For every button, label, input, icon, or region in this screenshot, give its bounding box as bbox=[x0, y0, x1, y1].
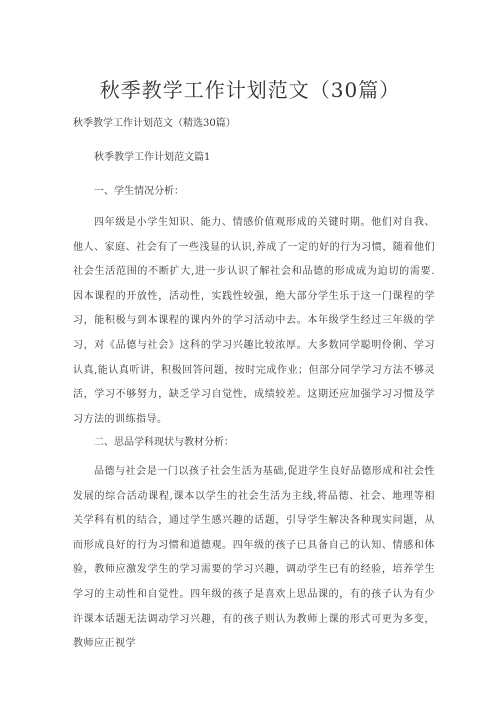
paragraph-student-analysis: 四年级是小学生知识、能力、情感价值观形成的关键时期。他们对自我、他人、家庭、社会有了一些浅显的认识,养成了一定的好的行为习惯，随着他们社会生活范围的不断扩大,进一步认识了解社会和品德的形成成为迫切的需要.因本课程的开放性，活动性，实践性较强，绝大部分学生乐于这一门课程的学习，能积极与到本课程的课内外的学习活动中去。本年级学生经过三年级的学习，对《品德与社会》这科的学习兴趣比较浓厚。大多数同学聪明伶俐、学习认真,能认真听讲，积极回答问题，按时完成作业；但部分同学学习方法不够灵活，学习不够努力，缺乏学习自觉性，成绩较差。这期还应加强学习习惯及学习方法的训练指导。 bbox=[73, 217, 435, 425]
heading-student-analysis: 一、学生情况分析： bbox=[94, 186, 184, 197]
paragraph-subject-analysis: 品德与社会是一门以孩子社会生活为基础,促进学生良好品德形成和社会性发展的综合活动课程,课本以学生的社会生活为主线,将品德、社会、地理等相关学科有机的结合，通过学生感兴趣的话题，引导学生解决各种现实问题，从而形成良好的行为习惯和道德观。四年级的孩子已具备自己的认知、情感和体验，教师应激发学生的学习需要的学习兴趣，调动学生已有的经验，培养学生学习的主动性和自觉性。四年级的孩子是喜欢上思品课的，有的孩子认为有少许课本话题无法调动学习兴趣，有的孩子则认为教师上课的形式可更为多变，教师应正视学 bbox=[73, 466, 435, 650]
document-title: 秋季教学工作计划范文（30篇） bbox=[99, 78, 401, 102]
heading-subject-analysis: 二、思品学科现状与教材分析： bbox=[94, 437, 234, 448]
document-subtitle: 秋季教学工作计划范文（精选30篇） bbox=[73, 118, 236, 129]
section-title: 秋季教学工作计划范文篇1 bbox=[94, 152, 211, 163]
